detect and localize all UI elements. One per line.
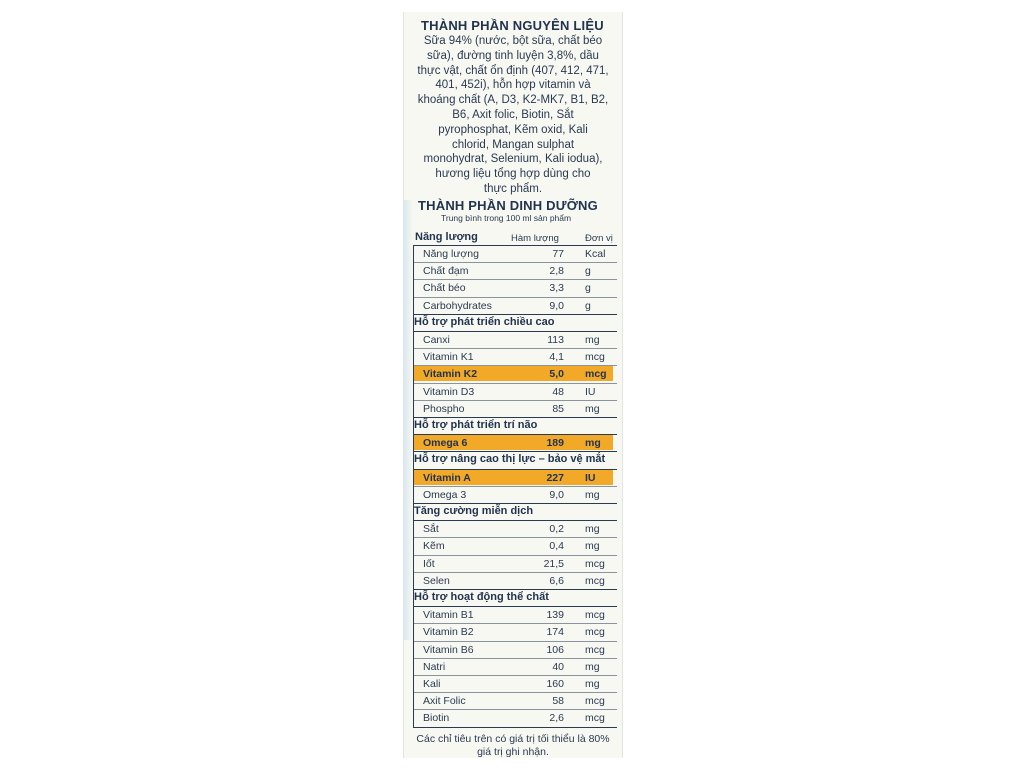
row-unit: mg	[585, 678, 600, 690]
row-rule	[413, 400, 617, 401]
row-rule	[413, 641, 617, 642]
ingredients-line: sữa), đường tinh luyện 3,8%, dầu	[427, 49, 599, 62]
row-value: 189	[546, 437, 564, 450]
row-name: Năng lượng	[423, 248, 479, 260]
row-unit: mcg	[585, 574, 605, 587]
table-left-border	[413, 245, 414, 727]
row-unit: mcg	[585, 643, 605, 656]
row-name: Kali	[423, 678, 441, 690]
section-rule	[413, 520, 617, 521]
row-name: Omega 6	[423, 437, 468, 450]
ingredients-title: THÀNH PHẦN NGUYÊN LIỆU	[421, 18, 604, 33]
row-rule	[413, 692, 617, 693]
row-unit: mg	[585, 437, 601, 450]
row-rule	[413, 572, 617, 573]
row-value: 40	[552, 660, 564, 673]
row-unit: IU	[585, 385, 596, 398]
row-name: Carbohydrates	[423, 299, 492, 312]
row-name: Vitamin K2	[423, 368, 478, 381]
row-rule	[413, 262, 617, 263]
row-unit: mcg	[585, 609, 605, 622]
row-rule	[413, 348, 617, 349]
ingredients-line: thực vật, chất ổn định (407, 412, 471,	[417, 64, 609, 77]
row-name: Chất béo	[423, 282, 466, 295]
row-name: Vitamin K1	[423, 351, 474, 364]
row-value: 4,1	[549, 351, 564, 364]
row-value: 58	[552, 695, 564, 708]
row-rule	[413, 555, 617, 556]
row-value: 160	[546, 678, 564, 690]
row-rule	[413, 503, 617, 504]
row-value: 113	[547, 334, 564, 346]
row-rule	[413, 486, 617, 487]
row-value: 21,5	[543, 557, 564, 570]
row-name: Biotin	[423, 712, 450, 725]
row-name: Omega 3	[423, 488, 467, 501]
row-unit: mg	[585, 523, 600, 536]
section-title: Hỗ trợ nâng cao thị lực – bảo vệ mắt	[414, 453, 606, 466]
row-value: 227	[546, 471, 564, 484]
row-name: Sắt	[423, 523, 439, 536]
row-value: 0,4	[549, 540, 564, 553]
row-value: 9,0	[549, 488, 564, 501]
section-title: Hỗ trợ phát triển chiều cao	[414, 315, 555, 328]
row-rule	[413, 417, 617, 418]
row-unit: g	[585, 299, 591, 312]
column-header-unit: Đơn vị	[585, 233, 613, 244]
row-unit: IU	[585, 471, 596, 484]
ingredients-line: thực phẩm.	[483, 183, 543, 195]
row-value: 2,8	[549, 265, 564, 278]
row-unit: g	[585, 265, 591, 278]
panel-edge-shadow	[403, 200, 413, 640]
row-unit: mg	[585, 334, 600, 346]
row-name: Vitamin B2	[423, 626, 474, 639]
row-value: 6,6	[549, 574, 564, 587]
row-name: Chất đạm	[423, 265, 469, 278]
nutrition-title: THÀNH PHẦN DINH DƯỠNG	[418, 198, 598, 213]
row-rule	[413, 727, 617, 728]
row-unit: mcg	[585, 351, 605, 364]
section-title: Hỗ trợ phát triển trí não	[414, 419, 538, 431]
row-value: 0,2	[549, 523, 564, 536]
ingredients-line: 401, 452i), hỗn hợp vitamin và	[435, 79, 591, 92]
row-unit: mg	[585, 488, 600, 501]
row-rule	[413, 589, 617, 590]
nutrition-subtitle: Trung bình trong 100 ml sản phẩm	[441, 213, 572, 223]
row-name: Vitamin B6	[423, 643, 474, 656]
row-value: 48	[552, 385, 564, 398]
row-name: Vitamin A	[423, 471, 471, 484]
row-value: 3,3	[549, 282, 564, 295]
row-value: 9,0	[549, 299, 564, 312]
row-rule	[413, 623, 617, 624]
ingredients-line: chlorid, Mangan sulphat	[451, 138, 575, 151]
row-unit: mcg	[585, 557, 605, 570]
row-rule	[413, 709, 617, 710]
footnote-line: Các chỉ tiêu trên có giá trị tối thiểu là 80%	[416, 732, 610, 745]
row-unit: mg	[585, 402, 600, 415]
row-name: Natri	[423, 660, 446, 673]
row-rule	[413, 279, 617, 280]
row-name: Selen	[423, 574, 450, 587]
row-value: 106	[546, 643, 564, 656]
section-title: Hỗ trợ hoạt động thể chất	[414, 591, 549, 603]
ingredients-line: monohydrat, Selenium, Kali iodua),	[423, 153, 603, 166]
section-rule	[413, 606, 617, 607]
ingredients-line: B6, Axit folic, Biotin, Sắt	[452, 109, 574, 121]
row-value: 2,6	[549, 712, 564, 725]
row-unit: mcg	[585, 695, 605, 708]
row-rule	[413, 675, 617, 676]
row-rule	[413, 383, 617, 384]
row-value: 174	[546, 626, 564, 639]
row-unit: Kcal	[585, 248, 606, 260]
section-rule	[413, 331, 617, 332]
column-header-amount: Hàm lượng	[511, 233, 559, 244]
row-rule	[413, 297, 617, 298]
row-name: Iốt	[423, 557, 435, 570]
row-rule	[413, 314, 617, 315]
row-unit: mg	[585, 660, 600, 673]
column-header-name: Năng lượng	[415, 231, 478, 243]
footnote-line: giá trị ghi nhận.	[477, 745, 549, 758]
row-name: Vitamin B1	[423, 609, 474, 622]
row-unit: mcg	[585, 712, 605, 725]
section-title: Tăng cường miễn dịch	[414, 505, 534, 517]
row-name: Canxi	[423, 334, 450, 346]
row-name: Kẽm	[423, 540, 445, 553]
ingredients-line: Sữa 94% (nước, bột sữa, chất béo	[423, 35, 603, 47]
row-value: 77	[552, 248, 564, 260]
row-value: 139	[546, 609, 564, 622]
row-unit: mcg	[585, 626, 605, 639]
row-name: Vitamin D3	[423, 385, 475, 398]
row-rule	[413, 537, 617, 538]
row-value: 5,0	[549, 368, 564, 381]
row-rule	[413, 658, 617, 659]
row-unit: g	[585, 282, 591, 295]
ingredients-line: pyrophosphat, Kẽm oxid, Kali	[438, 123, 588, 136]
table-header-rule	[413, 245, 617, 246]
ingredients-line: hương liệu tổng hợp dùng cho	[435, 168, 591, 181]
row-name: Axit Folic	[423, 695, 466, 708]
row-unit: mcg	[585, 368, 607, 381]
row-unit: mg	[585, 540, 600, 553]
row-value: 85	[552, 402, 564, 415]
row-name: Phospho	[423, 402, 465, 415]
ingredients-line: khoáng chất (A, D3, K2-MK7, B1, B2,	[417, 94, 609, 107]
